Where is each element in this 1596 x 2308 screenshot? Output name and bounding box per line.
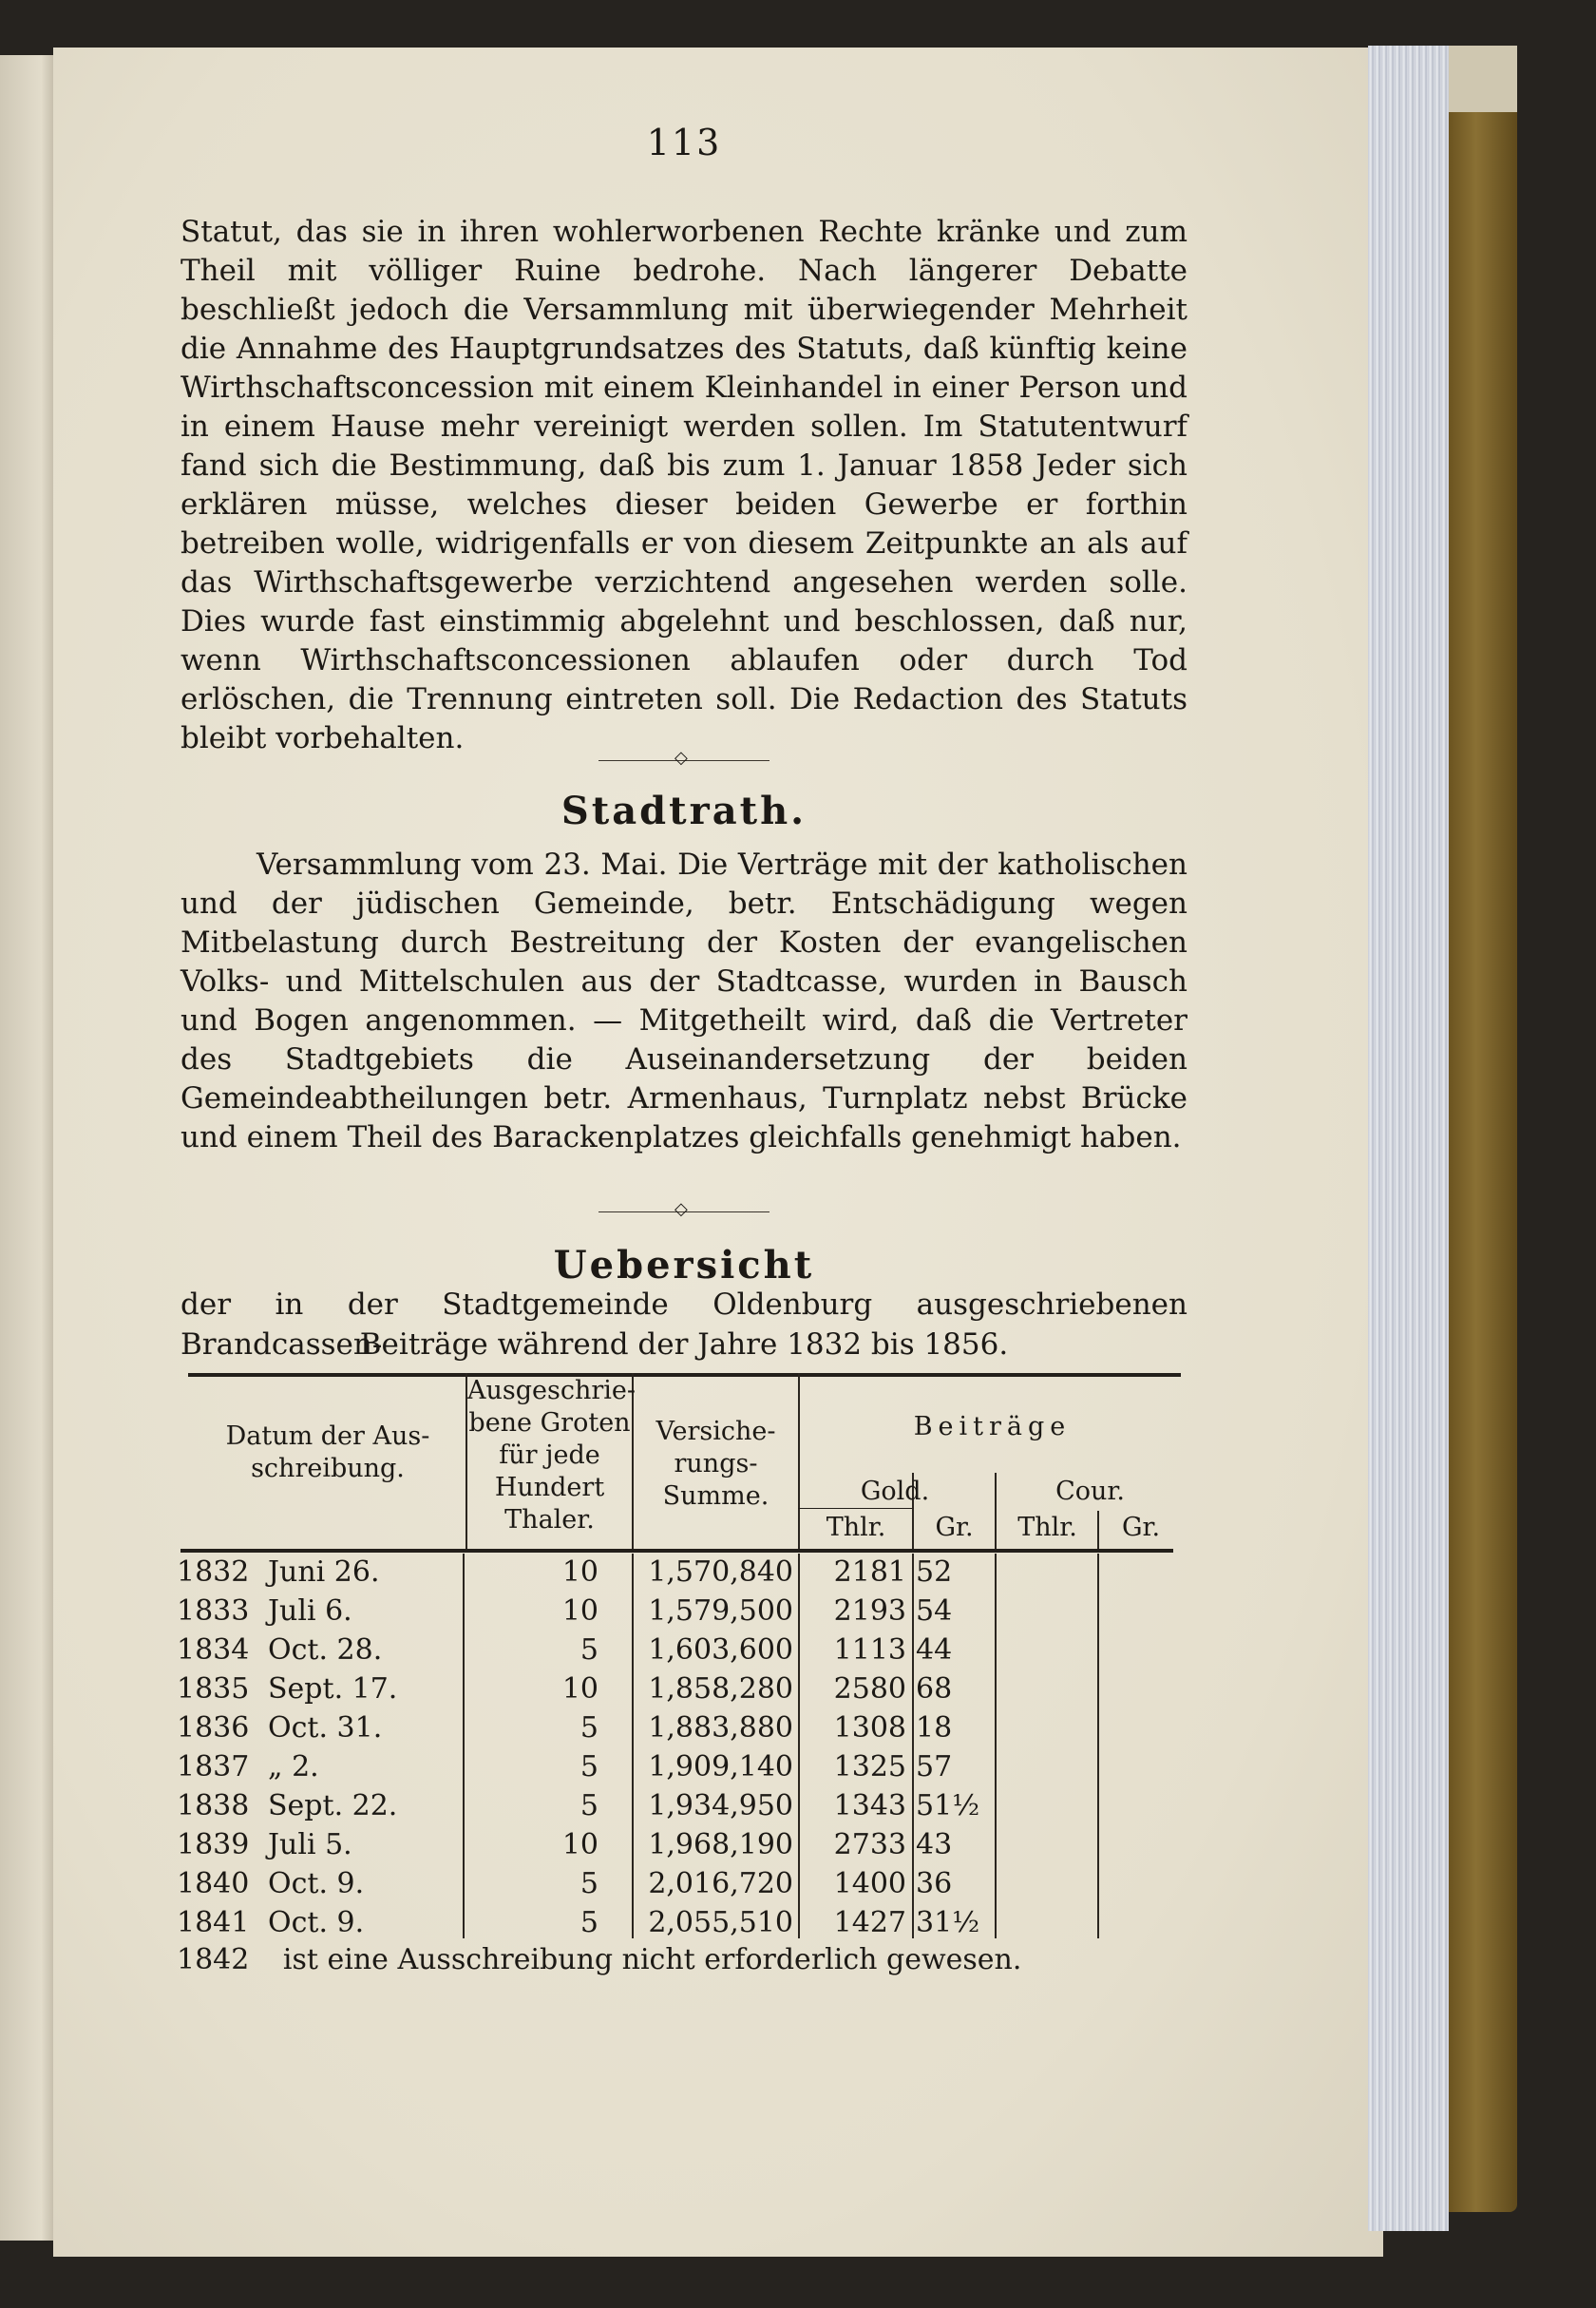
page-number: 113	[646, 122, 722, 163]
cell-gold-thlr: 1427	[833, 1906, 906, 1939]
cell-year: 1841	[177, 1906, 250, 1939]
header-beitraege: Beiträge	[913, 1412, 1072, 1441]
cell-year: 1832	[177, 1555, 250, 1589]
cell-date: Juni 26.	[268, 1555, 380, 1589]
cell-year: 1836	[177, 1711, 250, 1745]
cell-gold-gr: 54	[916, 1594, 953, 1628]
cell-gold-gr: 36	[916, 1867, 953, 1900]
cell-date: Sept. 22.	[268, 1789, 398, 1822]
cell-year: 1840	[177, 1867, 250, 1900]
body-divider	[912, 1554, 914, 1938]
cell-date: Oct. 31.	[268, 1711, 383, 1745]
cell-summe: 1,858,280	[648, 1672, 793, 1706]
table-top-rule	[188, 1373, 1181, 1377]
cell-grote: 10	[561, 1672, 598, 1706]
cell-grote: 10	[561, 1828, 598, 1861]
heading-uebersicht: Uebersicht	[553, 1243, 815, 1288]
heading-stadtrath: Stadtrath.	[560, 789, 808, 833]
cell-grote: 5	[580, 1789, 598, 1822]
page-block-edges	[1368, 46, 1449, 2231]
cell-gold-gr: 44	[916, 1633, 953, 1667]
cover-corner	[1449, 46, 1517, 112]
footnote-year: 1842	[177, 1943, 250, 1976]
cell-summe: 1,579,500	[648, 1594, 793, 1628]
cell-gold-thlr: 2733	[833, 1828, 906, 1861]
cell-year: 1834	[177, 1633, 250, 1667]
cell-grote: 10	[561, 1555, 598, 1589]
header-datum: Datum der Aus- schreibung.	[225, 1421, 430, 1483]
cell-gold-gr: 52	[916, 1555, 953, 1589]
cell-gold-gr: 68	[916, 1672, 953, 1706]
table-subtitle-line2: Beiträge während der Jahre 1832 bis 1856.	[359, 1327, 1009, 1362]
header-grote: Ausgeschrie- bene Groten für jede Hundert Thaler.	[467, 1376, 636, 1535]
header-gold-gr: Gr.	[935, 1513, 974, 1542]
cell-year: 1837	[177, 1750, 250, 1783]
cell-grote: 5	[580, 1711, 598, 1745]
paragraph-statut: Statut, das sie in ihren wohlerworbenen Rechte kränke und zum Theil mit völliger Ruine bedrohe. Nach längerer Debatte beschließt jedoch die Versammlung mit überwiegender Mehrheit die Annahme des Hauptgrundsatzes des Statuts, daß künftig keine Wirthschaftsconcession mit einem Kleinhandel in einer Person und in einem Hause mehr vereinigt werden sollen. Im Statutentwurf fand sich die Bestimmung, daß bis zum 1. Januar 1858 Jeder sich erklären müsse, welches dieser beiden Gewerbe er forthin betreiben wolle, widrigenfalls er von diesem Zeitpunkte an als auf das Wirthschaftsgewerbe verzichtend angesehen werden solle. Dies wurde fast einstimmig abgelehnt und beschlossen, daß nur, wenn Wirthschaftsconcessionen ablaufen oder durch Tod erlöschen, die Trennung eintreten soll. Die Redaction des Statuts bleibt vorbehalten.	[180, 215, 1188, 755]
header-cour-gr: Gr.	[1121, 1513, 1161, 1542]
header-gold: Gold.	[860, 1477, 930, 1506]
header-cour-thlr: Thlr.	[1017, 1513, 1077, 1542]
cell-date: Juli 5.	[268, 1828, 352, 1861]
ornament-glyph-1: ◇	[674, 748, 688, 768]
cell-grote: 5	[580, 1750, 598, 1783]
cell-summe: 1,570,840	[648, 1555, 793, 1589]
header-gold-thlr: Thlr.	[826, 1513, 886, 1542]
cell-date: Sept. 17.	[268, 1672, 398, 1706]
paragraph-versammlung: Versammlung vom 23. Mai. Die Verträge mit der katholischen und der jüdischen Gemeinde, betr. Entschädigung wegen Mitbelastung durch Bestreitung der Kosten der evangelischen Volks- und Mittelschulen aus der Stadtcasse, wurden in Bausch und Bogen angenommen. — Mitgetheilt wird, daß die Vertreter des Stadtgebiets die Auseinandersetzung der beiden Gemeindeabtheilungen betr. Armenhaus, Turnplatz nebst Brücke und einem Theil des Barackenplatzes gleichfalls genehmigt haben.	[180, 848, 1188, 1154]
facing-page-edge	[0, 55, 59, 2241]
ornament-glyph-2: ◇	[674, 1199, 688, 1219]
footnote-text: ist eine Ausschreibung nicht erforderlich gewesen.	[282, 1943, 1022, 1976]
header-cour: Cour.	[1055, 1477, 1125, 1506]
cell-gold-thlr: 1308	[833, 1711, 906, 1745]
header-divider	[995, 1473, 997, 1549]
cell-gold-gr: 43	[916, 1828, 953, 1861]
cell-date: Oct. 9.	[268, 1867, 365, 1900]
cell-grote: 5	[580, 1633, 598, 1667]
cell-grote: 10	[561, 1594, 598, 1628]
cell-year: 1833	[177, 1594, 250, 1628]
cell-year: 1835	[177, 1672, 250, 1706]
cell-date: „ 2.	[268, 1750, 319, 1783]
cell-gold-gr: 31½	[916, 1906, 980, 1939]
cell-gold-thlr: 1343	[833, 1789, 906, 1822]
cell-gold-thlr: 2181	[833, 1555, 906, 1589]
header-bottom-rule	[180, 1549, 1173, 1553]
cell-gold-gr: 18	[916, 1711, 953, 1745]
body-divider	[995, 1554, 997, 1938]
body-divider	[1097, 1554, 1099, 1938]
cell-date: Oct. 28.	[268, 1633, 383, 1667]
cell-summe: 1,603,600	[648, 1633, 793, 1667]
cell-gold-gr: 51½	[916, 1789, 980, 1822]
cell-gold-thlr: 2580	[833, 1672, 906, 1706]
header-subrule	[798, 1508, 912, 1509]
header-summe: Versiche- rungs- Summe.	[656, 1417, 776, 1511]
cell-gold-gr: 57	[916, 1750, 953, 1783]
table-subtitle-line1: der in der Stadtgemeinde Oldenburg ausgeschriebenen Brandcassen-	[180, 1288, 1188, 1362]
cell-gold-thlr: 1400	[833, 1867, 906, 1900]
cell-summe: 2,055,510	[648, 1906, 793, 1939]
cell-summe: 1,934,950	[648, 1789, 793, 1822]
cell-date: Oct. 9.	[268, 1906, 365, 1939]
cell-year: 1838	[177, 1789, 250, 1822]
cell-gold-thlr: 2193	[833, 1594, 906, 1628]
cell-summe: 1,883,880	[648, 1711, 793, 1745]
cell-year: 1839	[177, 1828, 250, 1861]
footnote-row	[177, 1943, 1021, 1976]
cell-summe: 2,016,720	[648, 1867, 793, 1900]
cell-summe: 1,968,190	[648, 1828, 793, 1861]
cell-grote: 5	[580, 1867, 598, 1900]
cell-gold-thlr: 1325	[833, 1750, 906, 1783]
cell-gold-thlr: 1113	[833, 1633, 906, 1667]
cell-summe: 1,909,140	[648, 1750, 793, 1783]
body-divider	[463, 1554, 465, 1938]
book-cover-spine	[1449, 46, 1517, 2212]
cell-date: Juli 6.	[268, 1594, 352, 1628]
cell-grote: 5	[580, 1906, 598, 1939]
